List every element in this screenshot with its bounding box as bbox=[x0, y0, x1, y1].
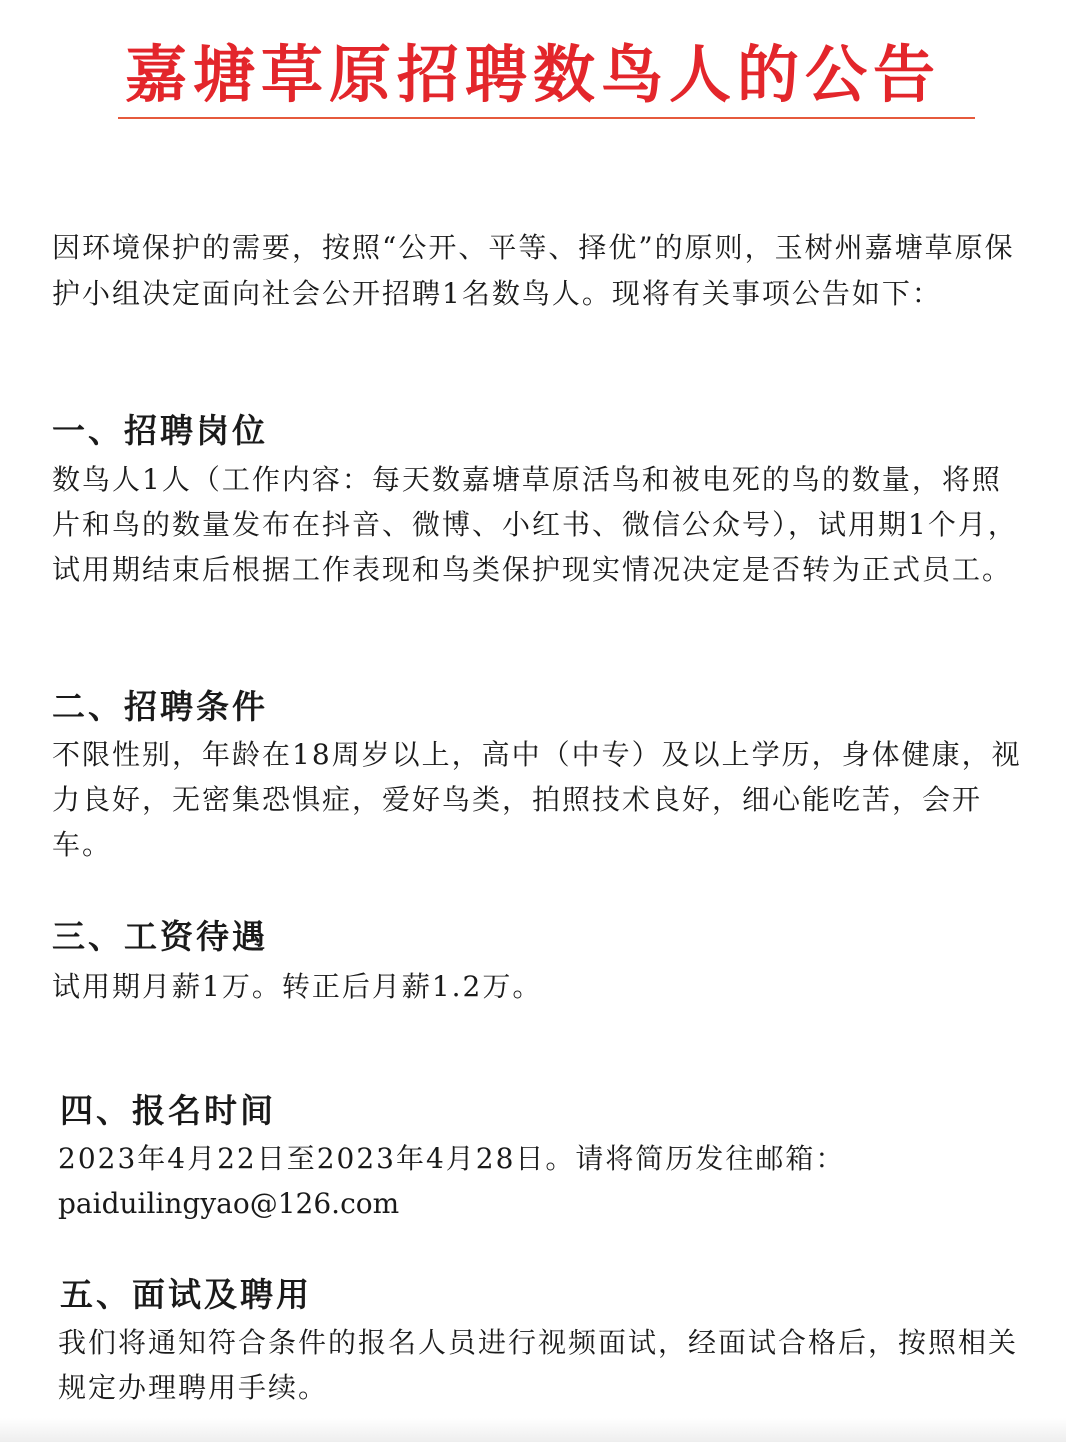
intro-paragraph: 因环境保护的需要，按照“公开、平等、择优”的原则，玉树州嘉塘草原保护小组决定面向社会公开招聘1名数鸟人。现将有关事项公告如下： bbox=[52, 231, 1015, 310]
registration-dates: 2023年4月22日至2023年4月28日。请将简历发往邮箱： bbox=[58, 1142, 846, 1175]
section-body-positions: 数鸟人1人（工作内容：每天数嘉塘草原活鸟和被电死的鸟的数量，将照片和鸟的数量发布在抖音、微博、小红书、微信公众号），试用期1个月，试用期结束后根据工作表现和鸟类保护现实情况决定是否转为正式员工。 bbox=[52, 463, 1018, 586]
section-body-registration bbox=[58, 1136, 1028, 1226]
page-title: 嘉塘草原招聘数鸟人的公告 bbox=[124, 38, 941, 111]
registration-email: paiduilingyao@126.com bbox=[58, 1187, 400, 1220]
page-bottom-shadow bbox=[0, 1418, 1066, 1442]
section-body-interview: 我们将通知符合条件的报名人员进行视频面试，经面试合格后，按照相关规定办理聘用手续。 bbox=[58, 1326, 1019, 1404]
section-heading-requirements: 二、招聘条件 bbox=[52, 687, 268, 726]
section-heading-positions: 一、招聘岗位 bbox=[52, 411, 268, 450]
section-heading-interview: 五、面试及聘用 bbox=[60, 1275, 312, 1314]
section-body-salary: 试用期月薪1万。转正后月薪1.2万。 bbox=[52, 970, 543, 1003]
section-heading-registration: 四、报名时间 bbox=[60, 1091, 276, 1130]
section-body-requirements: 不限性别，年龄在18周岁以上，高中（中专）及以上学历，身体健康，视力良好，无密集恐惧症，爱好鸟类，拍照技术良好，细心能吃苦，会开车。 bbox=[52, 738, 1022, 861]
title-underline bbox=[118, 117, 975, 119]
section-heading-salary: 三、工资待遇 bbox=[52, 917, 268, 956]
